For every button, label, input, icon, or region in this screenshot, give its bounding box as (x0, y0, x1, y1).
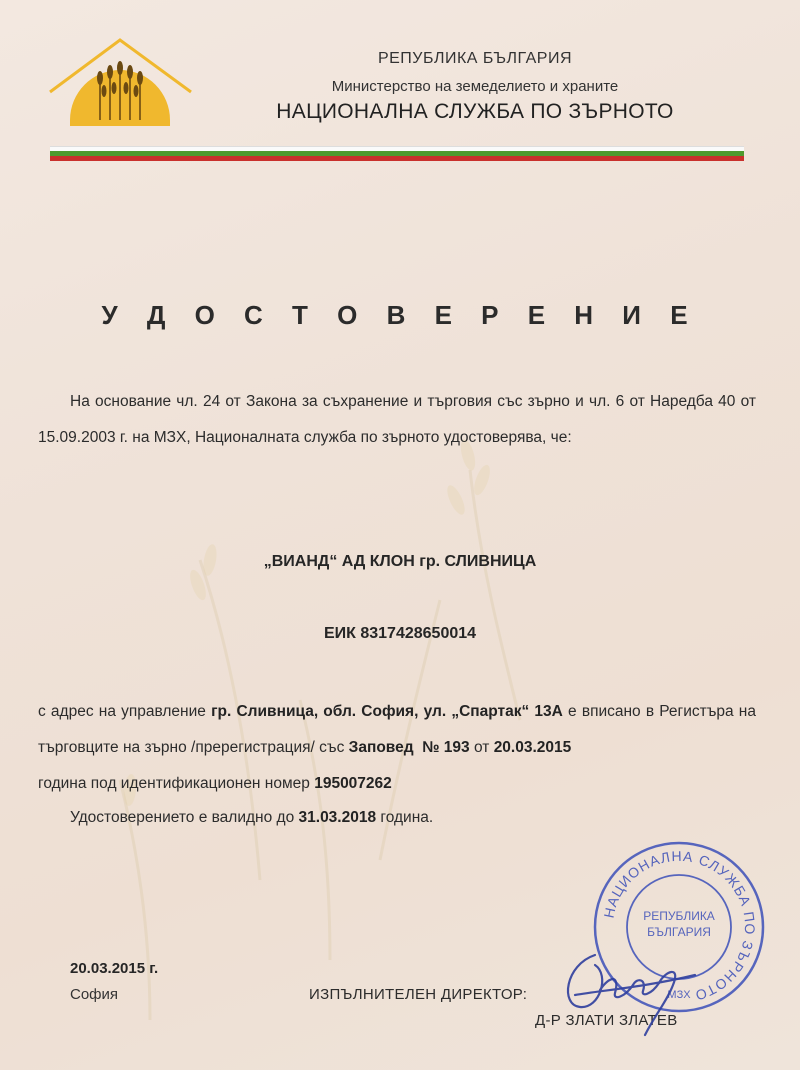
registration-paragraph (38, 694, 756, 802)
signatory-name: Д-Р ЗЛАТИ ЗЛАТЕВ (535, 1012, 678, 1029)
order-date: 20.03.2015 (493, 739, 572, 756)
stamp-bottom-text: МЗХ (667, 989, 691, 1001)
order-number: № 193 (422, 739, 470, 756)
director-signature (555, 935, 705, 1045)
company-name: „ВИАНД“ АД КЛОН гр. СЛИВНИЦА (263, 553, 537, 570)
stamp-ring-text: НАЦИОНАЛНА СЛУЖБА ПО ЗЪРНОТО (600, 847, 759, 1005)
company-address: гр. Сливница, обл. София, ул. „Спартак“ 13А (211, 703, 563, 720)
validity-prefix: Удостоверението е валидно до (70, 809, 295, 826)
flag-stripe-red (50, 156, 744, 161)
header-republic: РЕПУБЛИКА БЪЛГАРИЯ (377, 50, 573, 67)
validity-paragraph (70, 800, 788, 836)
company-eik: ЕИК 8317428650014 (323, 625, 477, 642)
issue-city: София (70, 986, 119, 1003)
id-number: 195007262 (314, 775, 392, 792)
validity-date: 31.03.2018 (298, 809, 377, 826)
issue-date: 20.03.2015 г. (70, 960, 159, 977)
stamp-center-line1: РЕПУБЛИКА (643, 909, 715, 923)
header-agency: НАЦИОНАЛНА СЛУЖБА ПО ЗЪРНОТО (276, 100, 674, 123)
document-title: У Д О С Т О В Е Р Е Н И Е (101, 300, 699, 330)
from-word: от (473, 739, 490, 756)
validity-suffix: година. (380, 809, 434, 826)
address-prefix: с адрес на управление (38, 703, 206, 720)
signatory-role: ИЗПЪЛНИТЕЛЕН ДИРЕКТОР: (309, 986, 528, 1003)
stamp-center-line2: БЪЛГАРИЯ (647, 925, 711, 939)
intro-paragraph (38, 384, 756, 456)
order-label: Заповед (348, 739, 414, 756)
header-ministry: Министерство на земеделието и храните (331, 78, 619, 95)
intro-text: На основание чл. 24 от Закона за съхранение и търговия със зърно и чл. 6 от Наредба 40 от 15.09.2003 г. на МЗХ, Националната служба по зърното удостоверява, че: (38, 393, 756, 446)
register-text: е вписано в Регистъра на търговците на зърно /пререгистрация/ със (38, 703, 756, 756)
id-text: година под идентификационен номер (38, 775, 310, 792)
wheat-house-logo (48, 36, 193, 131)
